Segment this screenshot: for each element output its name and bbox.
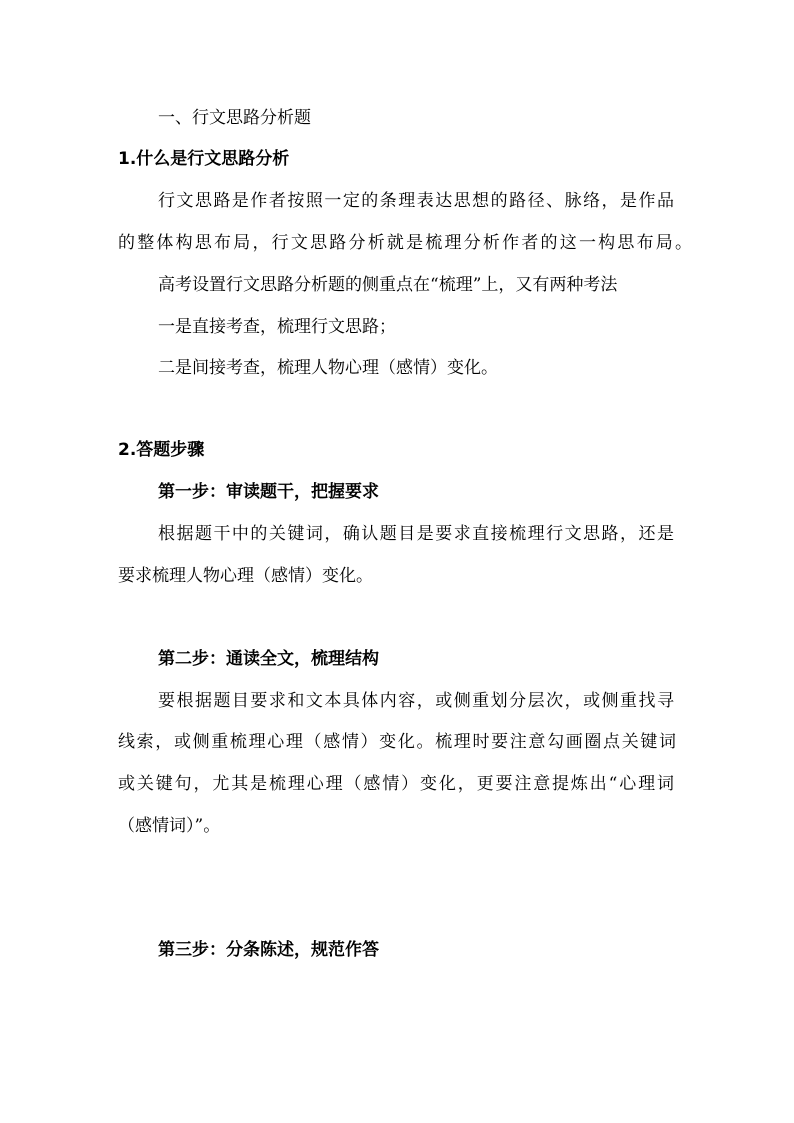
step1-text-line1: 根据题干中的关键词，确认题目是要求直接梳理行文思路，还是: [158, 524, 674, 544]
step2-text-line2: 线索，或侧重梳理心理（感情）变化。梳理时要注意勾画圈点关键词: [118, 732, 676, 752]
step2-text-line4: （感情词）”。: [118, 816, 221, 836]
list-item-direct: 一是直接考查，梳理行文思路；: [158, 317, 396, 337]
step1-title: 第一步：审读题干，把握要求: [158, 482, 379, 502]
list-item-indirect: 二是间接考查，梳理人物心理（感情）变化。: [158, 358, 498, 378]
step2-text-line1: 要根据题目要求和文本具体内容，或侧重划分层次，或侧重找寻: [158, 691, 674, 711]
heading-steps: 2.答题步骤: [118, 440, 205, 460]
paragraph-definition-line1: 行文思路是作者按照一定的条理表达思想的路径、脉络，是作品: [158, 191, 674, 211]
heading-what-is: 1.什么是行文思路分析: [118, 149, 290, 169]
step2-title: 第二步：通读全文，梳理结构: [158, 649, 379, 669]
step2-text-line3: 或关键句，尤其是梳理心理（感情）变化，更要注意提炼出“心理词: [118, 774, 674, 794]
step3-title: 第三步：分条陈述，规范作答: [158, 940, 379, 960]
section-title: 一、行文思路分析题: [158, 108, 311, 128]
step1-text-line2: 要求梳理人物心理（感情）变化。: [118, 566, 373, 586]
paragraph-definition-line2: 的整体构思布局，行文思路分析就是梳理分析作者的这一构思布局。: [118, 233, 692, 253]
paragraph-exam-focus: 高考设置行文思路分析题的侧重点在“梳理”上，又有两种考法: [158, 275, 618, 295]
